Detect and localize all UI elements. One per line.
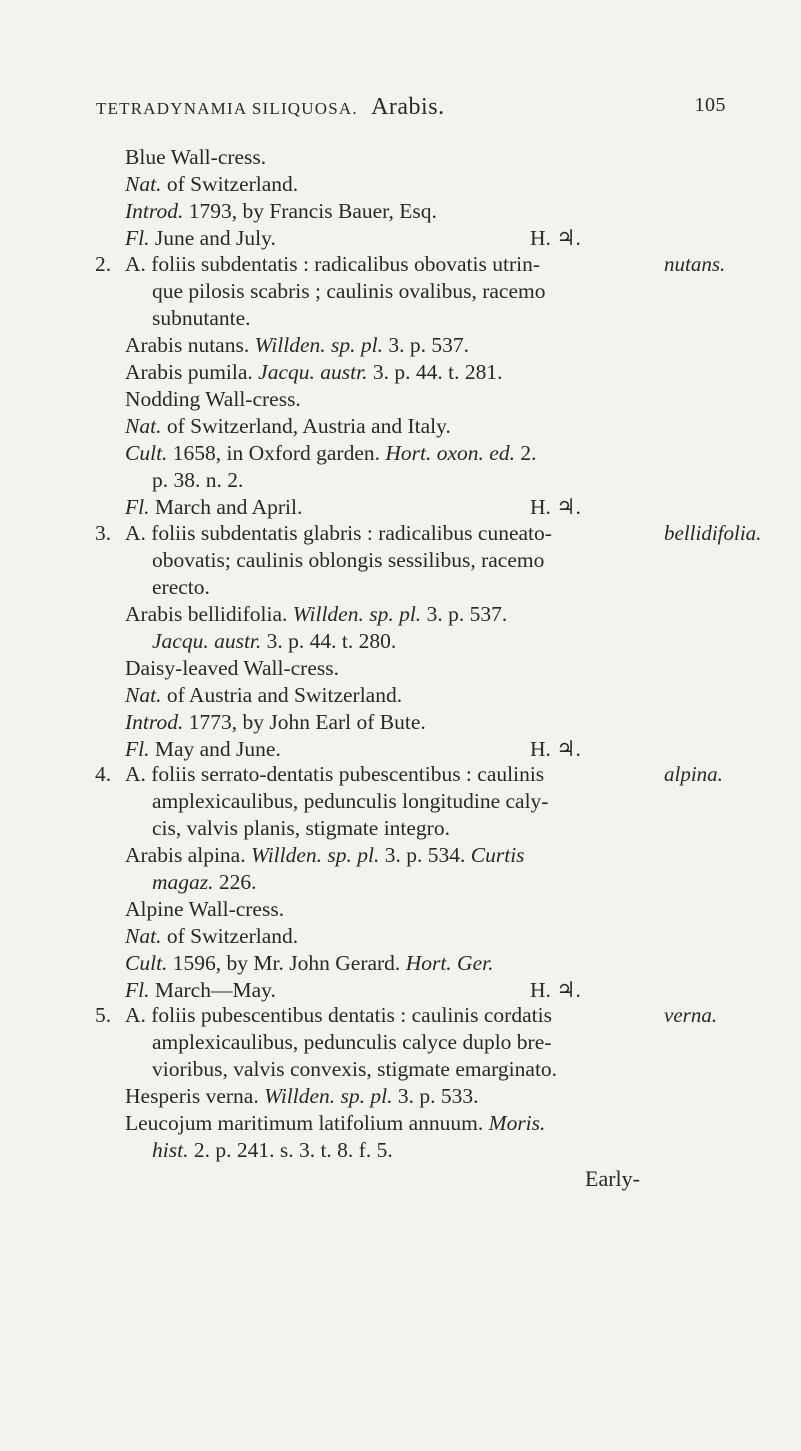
habit: H. ♃. (530, 978, 581, 1002)
diagnosis-line: amplexicaulibus, pedunculis calyce duplo bre- (152, 1030, 552, 1054)
species-number: 5. (95, 1003, 112, 1027)
page-number: 105 (694, 94, 726, 116)
reference-line: hist. 2. p. 241. s. 3. t. 8. f. 5. (152, 1138, 393, 1162)
running-header (96, 88, 726, 124)
diagnosis-line: obovatis; caulinis oblongis sessilibus, racemo (152, 548, 545, 572)
reference-line: Arabis pumila. Jacqu. austr. 3. p. 44. t. 281. (125, 360, 503, 384)
flowering-line: Fl. June and July. (125, 226, 276, 250)
reference-line: magaz. 226. (152, 870, 257, 894)
diagnosis-line: A. foliis serrato-dentatis pubescentibus : caulinis (125, 762, 545, 786)
flowering-line: Fl. May and June. (125, 737, 281, 761)
diagnosis-line: A. foliis subdentatis : radicalibus obovatis utrin- (125, 252, 541, 276)
margin-species-name: alpina. (664, 762, 723, 786)
diagnosis-line: A. foliis pubescentibus dentatis : caulinis cordatis (125, 1003, 552, 1027)
header-class: TETRADYNAMIA SILIQUOSA. (96, 99, 358, 118)
native-line: Nat. of Austria and Switzerland. (125, 683, 403, 707)
introduced-line: Introd. 1793, by Francis Bauer, Esq. (125, 199, 437, 223)
species-number: 4. (95, 762, 112, 786)
diagnosis-line: amplexicaulibus, pedunculis longitudine caly- (152, 789, 549, 813)
margin-species-name: bellidifolia. (664, 521, 762, 545)
native-line: Nat. of Switzerland, Austria and Italy. (125, 414, 451, 438)
reference-line: Leucojum maritimum latifolium annuum. Moris. (125, 1111, 546, 1135)
margin-species-name: verna. (664, 1003, 718, 1027)
native-line: Nat. of Switzerland. (125, 172, 299, 196)
cultivated-line: Cult. 1658, in Oxford garden. Hort. oxon. ed. 2. (125, 441, 537, 465)
reference-line: Jacqu. austr. 3. p. 44. t. 280. (152, 629, 397, 653)
flowering-line: Fl. March and April. (125, 495, 303, 519)
species-number: 3. (95, 521, 112, 545)
diagnosis-line: subnutante. (152, 306, 251, 330)
cultivated-ref-line: p. 38. n. 2. (152, 468, 244, 492)
native-line: Nat. of Switzerland. (125, 924, 299, 948)
habit: H. ♃. (530, 737, 581, 761)
catchword: Early- (585, 1166, 640, 1191)
header-genus: Arabis. (371, 94, 445, 120)
species-number: 2. (95, 252, 112, 276)
flowering-line: Fl. March—May. (125, 978, 276, 1002)
reference-line: Arabis nutans. Willden. sp. pl. 3. p. 537. (125, 333, 469, 357)
margin-species-name: nutans. (664, 252, 726, 276)
diagnosis-line: cis, valvis planis, stigmate integro. (152, 816, 450, 840)
diagnosis-line: vioribus, valvis convexis, stigmate emarginato. (152, 1057, 558, 1081)
diagnosis-line: A. foliis subdentatis glabris : radicalibus cuneato- (125, 521, 552, 545)
reference-line: Arabis bellidifolia. Willden. sp. pl. 3. p. 537. (125, 602, 508, 626)
diagnosis-line: que pilosis scabris ; caulinis ovalibus, racemo (152, 279, 546, 303)
habit: H. ♃. (530, 495, 581, 519)
common-name: Daisy-leaved Wall-cress. (125, 656, 339, 680)
introduced-line: Introd. 1773, by John Earl of Bute. (125, 710, 426, 734)
reference-line: Arabis alpina. Willden. sp. pl. 3. p. 534. Curtis (125, 843, 525, 867)
cultivated-line: Cult. 1596, by Mr. John Gerard. Hort. Ger. (125, 951, 494, 975)
diagnosis-line: erecto. (152, 575, 210, 599)
common-name: Alpine Wall-cress. (125, 897, 285, 921)
reference-line: Hesperis verna. Willden. sp. pl. 3. p. 533. (125, 1084, 479, 1108)
habit: H. ♃. (530, 226, 581, 250)
common-name: Blue Wall-cress. (125, 145, 267, 169)
header-title (96, 94, 445, 121)
common-name: Nodding Wall-cress. (125, 387, 301, 411)
